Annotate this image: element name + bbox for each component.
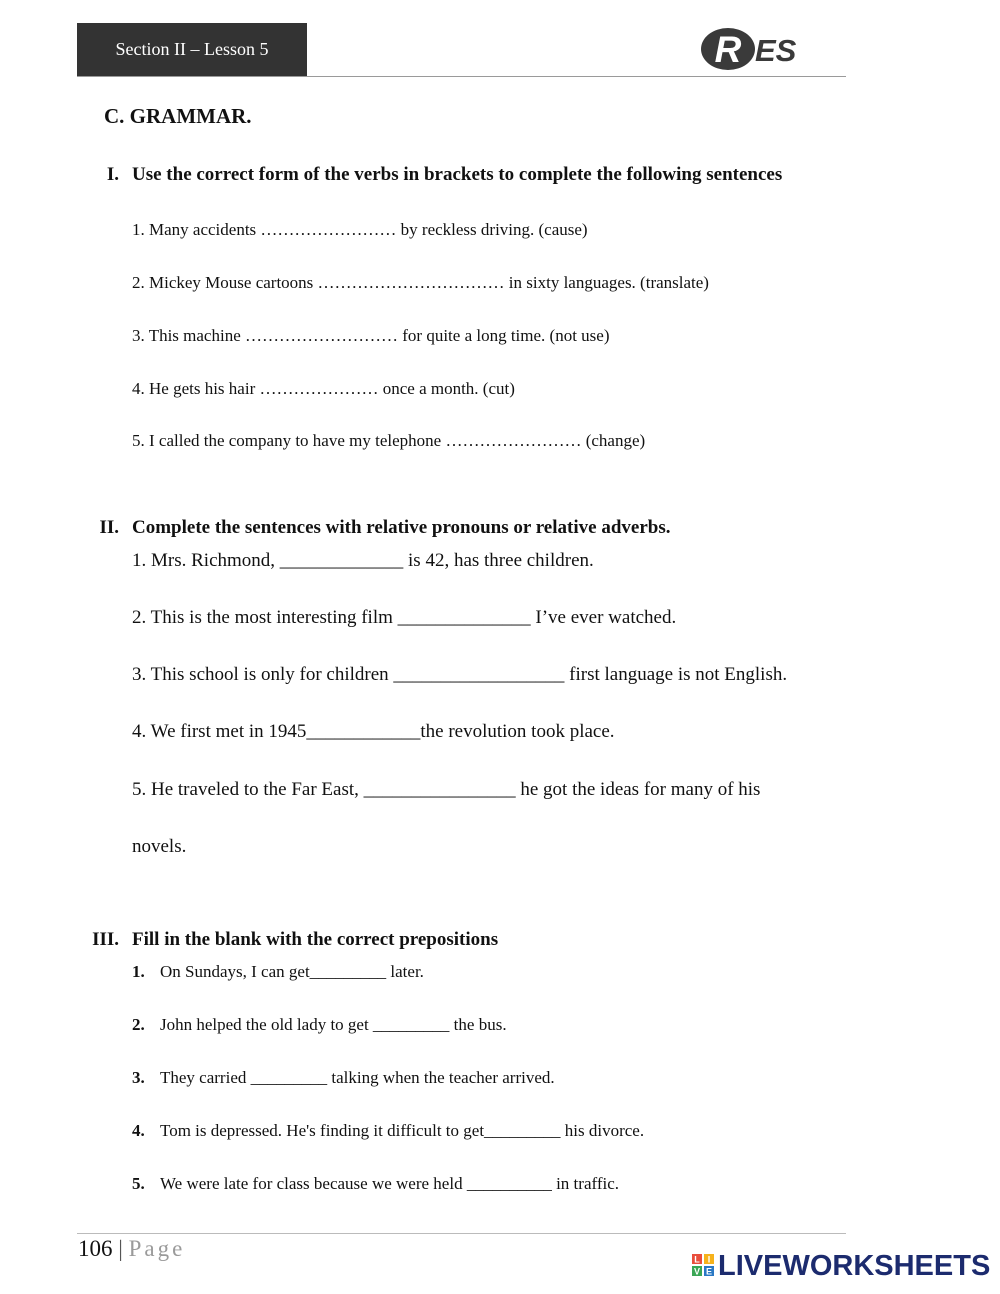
header-divider xyxy=(77,76,846,77)
section-3-number: III. xyxy=(92,929,119,950)
page-footer xyxy=(78,1236,185,1262)
section-2-item-3: 3. This school is only for children __________________ first language is not English. xyxy=(132,664,788,685)
section-1-item-5: 5. I called the company to have my telephone …………………… (change) xyxy=(132,431,646,450)
section-3-item-5-number: 5. xyxy=(132,1174,145,1193)
section-3-item-3: They carried _________ talking when the teacher arrived. xyxy=(160,1068,555,1087)
section-3-item-1: On Sundays, I can get_________ later. xyxy=(160,962,424,981)
section-2-item-5-continued: novels. xyxy=(132,836,187,857)
section-label: Section II – Lesson 5 xyxy=(77,23,307,76)
svg-text:V: V xyxy=(693,1266,701,1276)
section-2-item-5: 5. He traveled to the Far East, ________________ he got the ideas for many of his xyxy=(132,779,761,800)
section-2-title: Complete the sentences with relative pronouns or relative adverbs. xyxy=(132,517,671,538)
section-1-item-1: 1. Many accidents …………………… by reckless driving. (cause) xyxy=(132,220,588,239)
res-logo xyxy=(700,26,815,72)
svg-text:I: I xyxy=(707,1254,711,1265)
svg-text:E: E xyxy=(705,1266,713,1276)
section-3-title: Fill in the blank with the correct prepositions xyxy=(132,929,499,950)
section-3-item-2: John helped the old lady to get _________ the bus. xyxy=(160,1015,507,1034)
section-3-item-1-number: 1. xyxy=(132,962,145,981)
grammar-heading: C. GRAMMAR. xyxy=(104,104,252,128)
liveworksheets-watermark: LIVEWORKSHEETS xyxy=(718,1250,991,1282)
footer-divider xyxy=(77,1233,846,1234)
section-1-item-4: 4. He gets his hair ………………… once a month. (cut) xyxy=(132,379,515,398)
page-number: 106 xyxy=(78,1236,113,1261)
section-1-title: Use the correct form of the verbs in brackets to complete the following sentences xyxy=(132,164,783,185)
section-3-item-3-number: 3. xyxy=(132,1068,145,1087)
logo-rest: ES xyxy=(755,33,797,68)
section-1-item-2: 2. Mickey Mouse cartoons …………………………… in sixty languages. (translate) xyxy=(132,273,709,292)
section-3-item-4-number: 4. xyxy=(132,1121,145,1140)
svg-text:L: L xyxy=(694,1254,700,1265)
section-2-number: II. xyxy=(99,517,119,538)
section-2-item-4: 4. We first met in 1945____________the revolution took place. xyxy=(132,721,615,742)
page-word: Page xyxy=(128,1236,186,1261)
page-separator: | xyxy=(118,1236,123,1261)
section-3-item-4: Tom is depressed. He's finding it difficult to get_________ his divorce. xyxy=(160,1121,645,1140)
section-1-number: I. xyxy=(106,164,119,185)
section-2-item-2: 2. This is the most interesting film ______________ I’ve ever watched. xyxy=(132,607,677,628)
section-2-item-1: 1. Mrs. Richmond, _____________ is 42, has three children. xyxy=(132,550,594,571)
section-3-item-2-number: 2. xyxy=(132,1015,145,1034)
liveworksheets-badge-icon xyxy=(692,1254,714,1276)
section-1-item-3: 3. This machine ……………………… for quite a long time. (not use) xyxy=(132,326,610,345)
logo-letter: R xyxy=(714,29,742,70)
section-3-item-5: We were late for class because we were held __________ in traffic. xyxy=(160,1174,620,1193)
